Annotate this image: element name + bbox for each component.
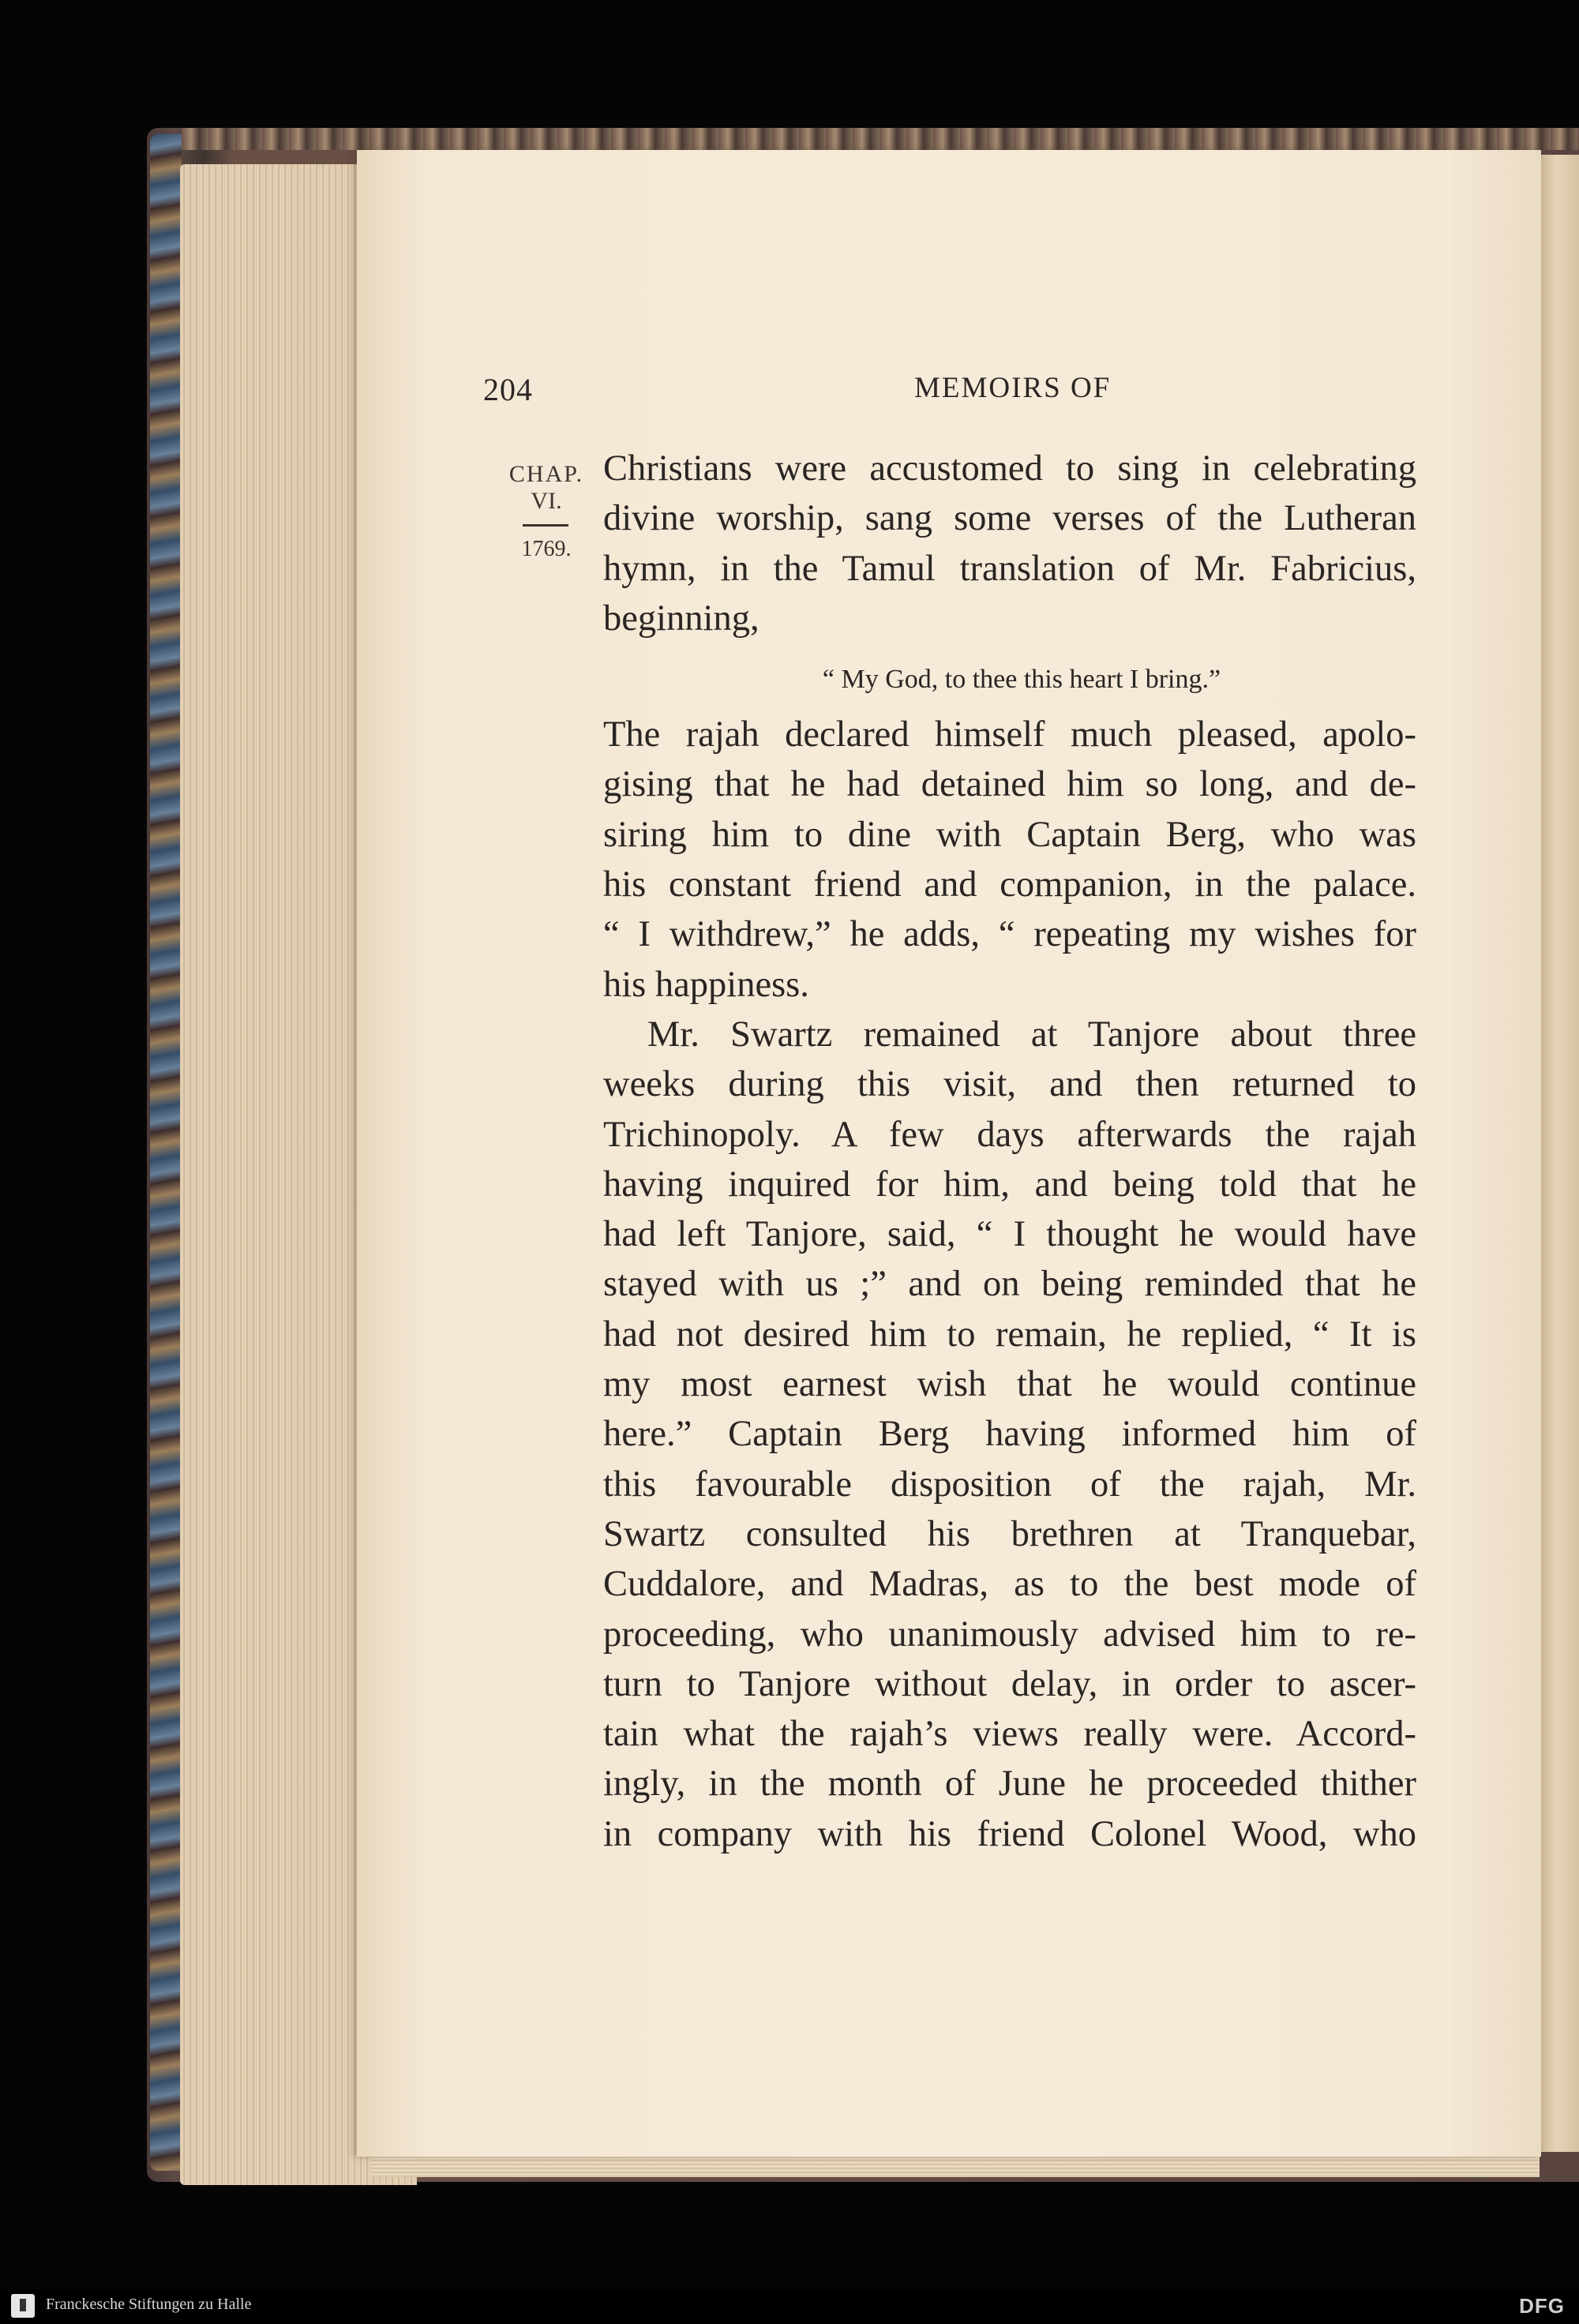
text-line: Trichinopoly. A few days afterwards the rajah: [603, 1114, 1416, 1155]
text-line: The rajah declared himself much pleased, apolo-: [603, 714, 1416, 755]
text-line: stayed with us ;” and on being reminded that he: [603, 1264, 1416, 1305]
text-line: his constant friend and companion, in the palace.: [603, 864, 1416, 905]
body-text: [603, 444, 1416, 1859]
text-line: weeks during this visit, and then returned to: [603, 1064, 1416, 1105]
text-line: Christians were accustomed to sing in celebrating: [603, 448, 1416, 489]
text-line: having inquired for him, and being told that he: [603, 1164, 1416, 1205]
binding-top-band: [182, 128, 1579, 150]
text-line: tain what the rajah’s views really were. Accord-: [603, 1714, 1416, 1755]
margin-chapter-label: CHAP.: [508, 461, 584, 487]
text-line: Mr. Swartz remained at Tanjore about three: [647, 1014, 1416, 1055]
institution-name: Franckesche Stiftungen zu Halle: [46, 2296, 252, 2313]
text-line: Cuddalore, and Madras, as to the best mode of: [603, 1564, 1416, 1605]
text-line: my most earnest wish that he would continue: [603, 1364, 1416, 1405]
institution-logo-icon: [11, 2294, 35, 2318]
running-title: MEMOIRS OF: [914, 372, 1112, 404]
dfg-logo: DFG: [1519, 2294, 1565, 2318]
text-line: siring him to dine with Captain Berg, who was: [603, 814, 1416, 855]
page-number: 204: [483, 372, 533, 407]
margin-rule: [523, 524, 568, 527]
text-line: had not desired him to remain, he replied, “ It is: [603, 1314, 1416, 1355]
text-line: proceeding, who unanimously advised him to re-: [603, 1614, 1416, 1655]
facing-page-edge: [1541, 155, 1579, 2152]
text-line: turn to Tanjore without delay, in order to ascer-: [603, 1663, 1416, 1704]
hymn-quote: “ My God, to thee this heart I bring.”: [822, 665, 1221, 695]
text-line: “ I withdrew,” he adds, “ repeating my wishes for: [603, 914, 1416, 955]
margin-chapter-number: VI.: [531, 488, 562, 514]
text-line: his happiness.: [603, 964, 809, 1005]
text-line: beginning,: [603, 598, 759, 639]
text-line: had left Tanjore, said, “ I thought he would have: [603, 1214, 1416, 1255]
text-line: this favourable disposition of the rajah, Mr.: [603, 1464, 1416, 1505]
margin-year: 1769.: [521, 537, 572, 561]
text-line: here.” Captain Berg having informed him of: [603, 1414, 1416, 1455]
text-line: hymn, in the Tamul translation of Mr. Fabricius,: [603, 548, 1416, 589]
text-line: in company with his friend Colonel Wood, who: [603, 1813, 1416, 1854]
text-line: Swartz consulted his brethren at Tranquebar,: [603, 1513, 1416, 1554]
marbled-edge: [150, 134, 182, 2171]
text-line: ingly, in the month of June he proceeded thither: [603, 1764, 1416, 1805]
page-stack-bottom: [371, 2157, 1540, 2177]
text-line: gising that he had detained him so long, and de-: [603, 764, 1416, 805]
text-line: divine worship, sang some verses of the Lutheran: [603, 498, 1416, 539]
